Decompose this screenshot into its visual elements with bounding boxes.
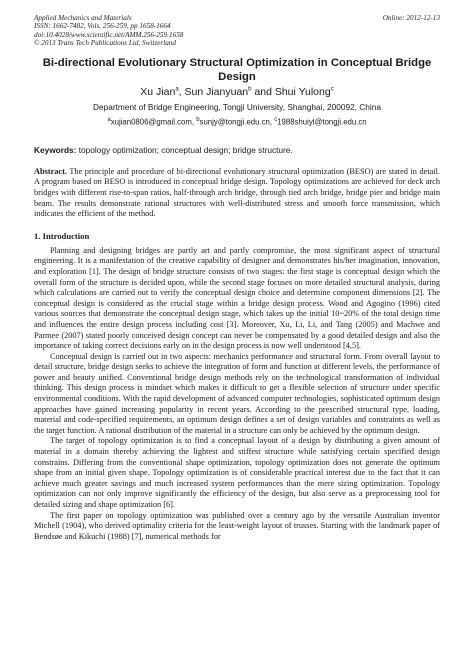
keywords-label: Keywords: (34, 144, 77, 155)
body-paragraph: Conceptual design is carried out in two aspects: mechanics performance and structural form. From overall layout to detail structure, bridge design seeks to achieve the integration of form and function at different levels, the performance of power and beauty unified. Conventional bridge design methods rely on the technological transformation of individual thinking. This design process is mindset which makes it difficult to get a flexible selection of structure under specific environmental conditions. With the rapid development of advanced computer technologies, sophisticated optimum design approaches have gained increasing popularity in recent years. According to the prescribed structural type, loading, material and code-specified requirements, an optimum design defines a set of design variables and constraints as well as the target function. A rational distribution of the material in a structure can only be achieved by the optimum design. (34, 351, 440, 435)
email-marker: b (196, 117, 200, 124)
journal-header (34, 14, 440, 47)
affiliation: Department of Bridge Engineering, Tongji University, Shanghai, 200092, China (93, 102, 381, 113)
author-list (34, 86, 440, 98)
email-marker: a (107, 117, 111, 124)
paper-title: Bi-directional Evolutionary Structural Optimization in Conceptual Bridge Design (42, 57, 432, 83)
author-marker: c (330, 86, 334, 93)
abstract (34, 167, 440, 220)
author-name: Xu Jian (140, 86, 176, 99)
abstract-text: The principle and procedure of bi-directional evolutionary structural optimization (BESO) are stated in detail. A program based on BESO is introduced in conceptual bridge design. Topology optimizations are achieved for deck arch bridges with different rise-to-span ratios, half-through arch bridge, through tied arch bridge, bridge pier and bridge main beam. The results demonstrate rational structures with well-distributed stress and smooth force transmission, which indicates the efficient of the method. (34, 166, 440, 219)
section-heading: 1. Introduction (34, 230, 90, 241)
author-marker: a (175, 86, 179, 93)
author-name: Sun Jianyuan (184, 86, 249, 99)
author-separator: and (251, 86, 275, 99)
copyright-line: © 2013 Trans Tech Publications Ltd, Switzerland (34, 38, 176, 47)
abstract-label: Abstract. (34, 166, 67, 176)
email-address: sunjy@tongji.edu.cn, (199, 117, 275, 127)
doi-line: doi:10.4028/www.scientific.net/AMM.256-259.1658 (34, 30, 184, 39)
online-date: Online: 2012-12-13 (382, 14, 440, 22)
email-list (34, 117, 440, 127)
body-paragraph: Planning and designing bridges are partly art and partly compromise, the most significant aspect of structural engineering. It is a manifestation of the creative capability of designer and demonstrates his/her imagination, innovation, and exploration [1]. The design of bridge structure consists of two stages: the first stage is conceptual design which the overall form of the structure is decided upon, while the second stage focuses on more detailed structural analysis, during which calculations are carried out to verify the conceptual design choice and determine component dimensions [2]. The conceptual design is considered as the crucial stage within a bridge design process. Wood and Agogino (1996) cited various sources that demonstrate the conceptual design stage, which takes up the initial 10~20% of the total design time and influences the entire design process including cost [3]. Moreover, Xu, Li, Li, and Tang (2005) and Machwe and Parmee (2007) stated poorly conceived design concept can never be compensated by a good detailed design and also the importance of taking correct decisions early on in the design process is now well understood [4,5]. (34, 245, 440, 351)
email-marker: c (274, 117, 278, 124)
author-separator: , (178, 86, 185, 99)
email-address: xujian0806@gmail.com, (110, 117, 197, 127)
journal-name: Applied Mechanics and Materials (34, 14, 132, 22)
author-marker: b (248, 86, 252, 93)
author-name: Shui Yulong (274, 86, 331, 99)
keywords-text: topology optimization; conceptual design; bridge structure. (76, 144, 293, 155)
keywords (34, 145, 440, 155)
issn-line: ISSN: 1662-7482, Vols. 256-259, pp 1658-1664 (34, 22, 171, 31)
email-address: 1988shuiyl@tongji.edu.cn (277, 117, 367, 127)
body-paragraph: The first paper on topology optimization was published over a century ago by the versatile Australian inventor Michell (1904), who derived optimality criteria for the least-weight layout of trusses. Starting with the landmark paper of Bendsøe and Kikuchi (1988) [7], numerical methods for (34, 510, 440, 541)
body-paragraph: The target of topology optimization is to find a conceptual layout of a design by distributing a given amount of material in a domain thereby achieving the lightest and stiffest structure while satisfying certain specified design constrains. Differing from the conventional shape optimization, topology optimization does not generate the optimum shape from an initial given shape. Topology optimization is of considerable practical interest due to the fact that it can achieve much greater savings and much increased system performances than the mere sizing optimization. Topology optimization can not only improve significantly the efficiency of the design, but also serve as a preprocessing tool for detailed sizing and shape optimization [6]. (34, 436, 440, 509)
